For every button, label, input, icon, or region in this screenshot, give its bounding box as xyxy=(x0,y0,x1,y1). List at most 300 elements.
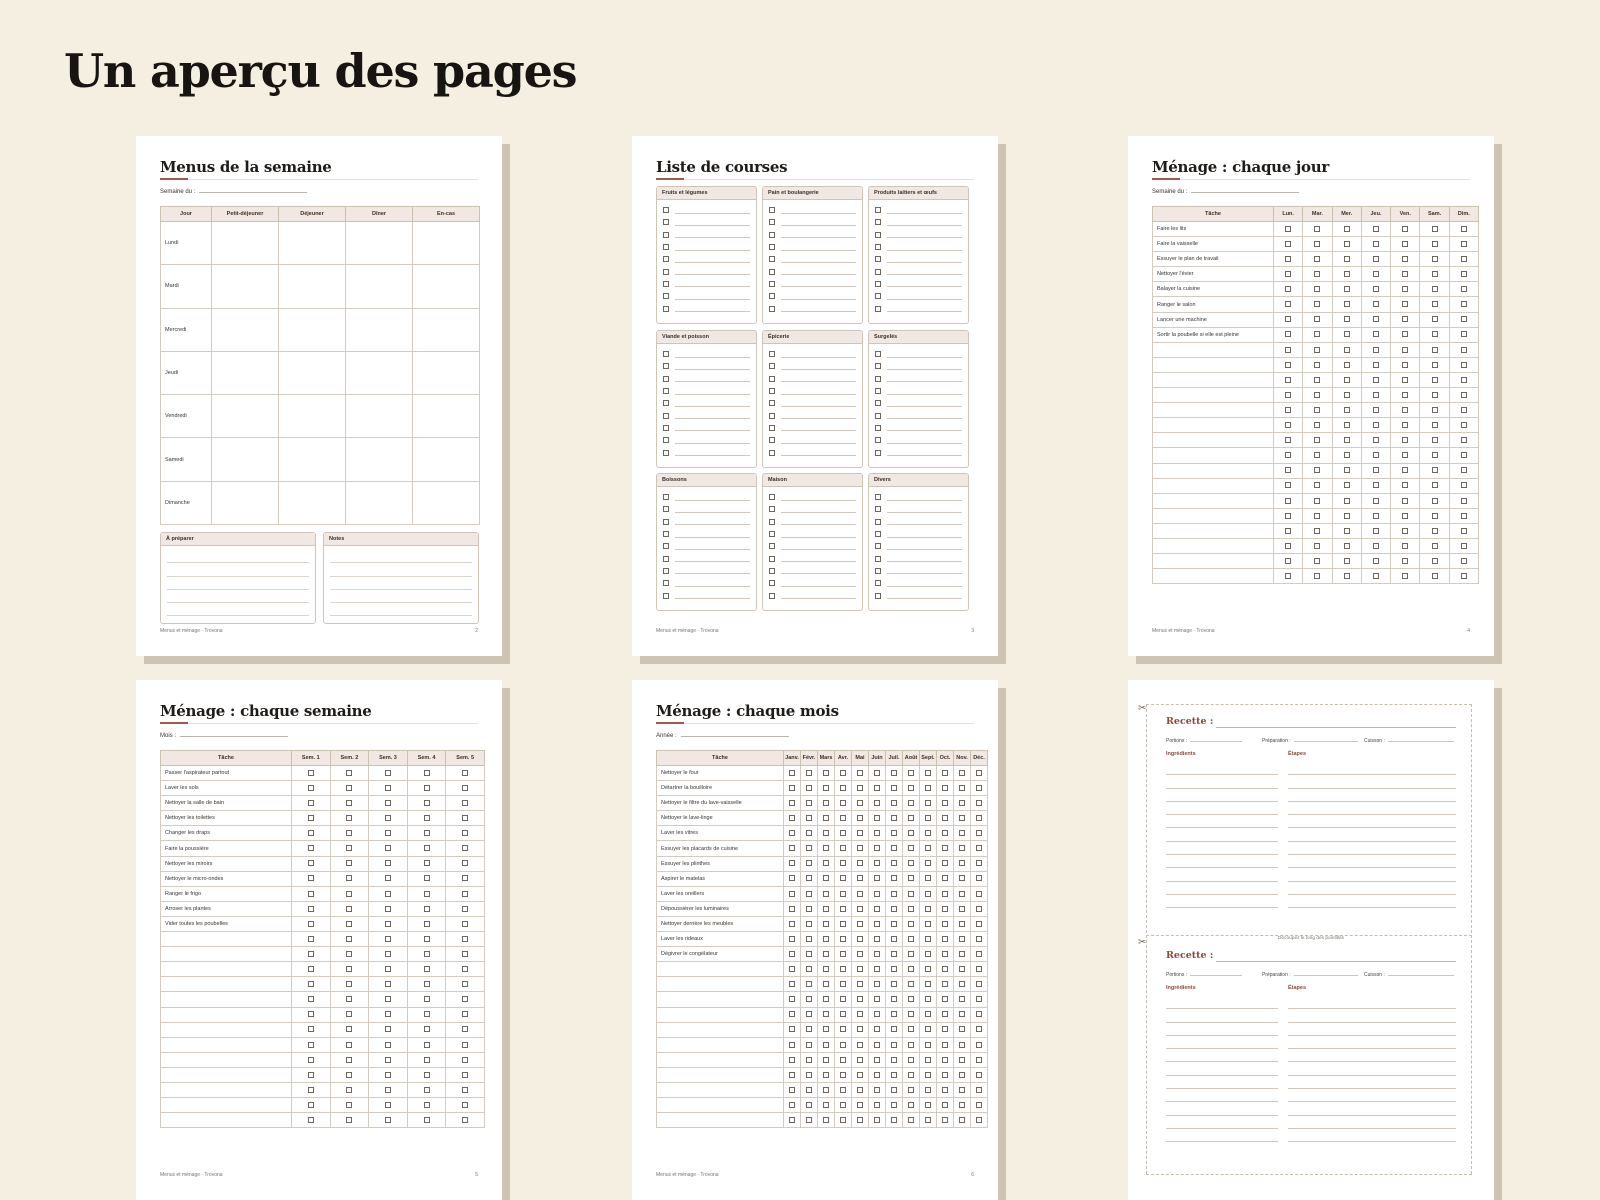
task-cell[interactable] xyxy=(657,1082,784,1097)
empty-checkbox-icon[interactable] xyxy=(663,425,669,431)
empty-checkbox-icon[interactable] xyxy=(942,1011,948,1017)
empty-checkbox-icon[interactable] xyxy=(823,921,829,927)
empty-checkbox-icon[interactable] xyxy=(806,981,812,987)
empty-checkbox-icon[interactable] xyxy=(385,860,391,866)
empty-checkbox-icon[interactable] xyxy=(789,1087,795,1093)
task-cell[interactable] xyxy=(657,1022,784,1037)
meal-cell[interactable] xyxy=(279,265,346,308)
item-line[interactable] xyxy=(781,437,856,444)
empty-checkbox-icon[interactable] xyxy=(942,1026,948,1032)
empty-checkbox-icon[interactable] xyxy=(857,921,863,927)
empty-checkbox-icon[interactable] xyxy=(823,770,829,776)
empty-checkbox-icon[interactable] xyxy=(875,413,881,419)
meal-cell[interactable] xyxy=(413,265,480,308)
empty-checkbox-icon[interactable] xyxy=(823,996,829,1002)
empty-checkbox-icon[interactable] xyxy=(840,936,846,942)
empty-checkbox-icon[interactable] xyxy=(1285,573,1291,579)
empty-checkbox-icon[interactable] xyxy=(346,1087,352,1093)
empty-checkbox-icon[interactable] xyxy=(1432,437,1438,443)
empty-checkbox-icon[interactable] xyxy=(346,936,352,942)
empty-checkbox-icon[interactable] xyxy=(346,996,352,1002)
item-line[interactable] xyxy=(675,506,750,513)
task-cell[interactable] xyxy=(161,992,292,1007)
item-line[interactable] xyxy=(781,518,856,525)
empty-checkbox-icon[interactable] xyxy=(908,951,914,957)
empty-checkbox-icon[interactable] xyxy=(959,770,965,776)
empty-checkbox-icon[interactable] xyxy=(663,256,669,262)
empty-checkbox-icon[interactable] xyxy=(823,860,829,866)
empty-checkbox-icon[interactable] xyxy=(875,437,881,443)
empty-checkbox-icon[interactable] xyxy=(789,770,795,776)
empty-checkbox-icon[interactable] xyxy=(925,936,931,942)
empty-checkbox-icon[interactable] xyxy=(976,1026,982,1032)
empty-checkbox-icon[interactable] xyxy=(874,1026,880,1032)
empty-checkbox-icon[interactable] xyxy=(663,281,669,287)
empty-checkbox-icon[interactable] xyxy=(925,1102,931,1108)
empty-checkbox-icon[interactable] xyxy=(1344,271,1350,277)
empty-checkbox-icon[interactable] xyxy=(385,770,391,776)
empty-checkbox-icon[interactable] xyxy=(1314,286,1320,292)
empty-checkbox-icon[interactable] xyxy=(385,951,391,957)
item-line[interactable] xyxy=(675,400,750,407)
empty-checkbox-icon[interactable] xyxy=(769,376,775,382)
empty-checkbox-icon[interactable] xyxy=(308,1087,314,1093)
empty-checkbox-icon[interactable] xyxy=(346,1042,352,1048)
empty-checkbox-icon[interactable] xyxy=(663,556,669,562)
empty-checkbox-icon[interactable] xyxy=(308,891,314,897)
empty-checkbox-icon[interactable] xyxy=(840,996,846,1002)
empty-checkbox-icon[interactable] xyxy=(1461,528,1467,534)
empty-checkbox-icon[interactable] xyxy=(769,269,775,275)
empty-checkbox-icon[interactable] xyxy=(663,293,669,299)
empty-checkbox-icon[interactable] xyxy=(1285,528,1291,534)
empty-checkbox-icon[interactable] xyxy=(769,413,775,419)
empty-checkbox-icon[interactable] xyxy=(857,830,863,836)
empty-checkbox-icon[interactable] xyxy=(1285,331,1291,337)
empty-checkbox-icon[interactable] xyxy=(1373,286,1379,292)
empty-checkbox-icon[interactable] xyxy=(308,996,314,1002)
empty-checkbox-icon[interactable] xyxy=(1344,573,1350,579)
empty-checkbox-icon[interactable] xyxy=(1344,226,1350,232)
empty-checkbox-icon[interactable] xyxy=(1344,422,1350,428)
empty-checkbox-icon[interactable] xyxy=(959,1087,965,1093)
task-cell[interactable] xyxy=(1153,538,1274,553)
task-cell[interactable]: Nettoyer l'évier xyxy=(1153,267,1274,282)
empty-checkbox-icon[interactable] xyxy=(385,845,391,851)
empty-checkbox-icon[interactable] xyxy=(925,906,931,912)
field-line[interactable] xyxy=(1294,741,1358,742)
empty-checkbox-icon[interactable] xyxy=(891,936,897,942)
empty-checkbox-icon[interactable] xyxy=(823,815,829,821)
empty-checkbox-icon[interactable] xyxy=(908,1042,914,1048)
empty-checkbox-icon[interactable] xyxy=(942,1117,948,1123)
empty-checkbox-icon[interactable] xyxy=(462,936,468,942)
empty-checkbox-icon[interactable] xyxy=(663,593,669,599)
item-line[interactable] xyxy=(675,293,750,300)
task-cell[interactable] xyxy=(1153,508,1274,523)
empty-checkbox-icon[interactable] xyxy=(875,281,881,287)
item-line[interactable] xyxy=(887,280,962,287)
empty-checkbox-icon[interactable] xyxy=(385,1087,391,1093)
empty-checkbox-icon[interactable] xyxy=(1461,286,1467,292)
empty-checkbox-icon[interactable] xyxy=(789,936,795,942)
empty-checkbox-icon[interactable] xyxy=(806,1117,812,1123)
item-line[interactable] xyxy=(887,531,962,538)
empty-checkbox-icon[interactable] xyxy=(789,1072,795,1078)
empty-checkbox-icon[interactable] xyxy=(806,1102,812,1108)
empty-checkbox-icon[interactable] xyxy=(308,845,314,851)
field-line[interactable] xyxy=(180,736,288,737)
empty-checkbox-icon[interactable] xyxy=(1285,241,1291,247)
item-line[interactable] xyxy=(887,363,962,370)
empty-checkbox-icon[interactable] xyxy=(874,1042,880,1048)
empty-checkbox-icon[interactable] xyxy=(1432,256,1438,262)
empty-checkbox-icon[interactable] xyxy=(925,1042,931,1048)
empty-checkbox-icon[interactable] xyxy=(840,800,846,806)
empty-checkbox-icon[interactable] xyxy=(1461,377,1467,383)
task-cell[interactable]: Arroser les plantes xyxy=(161,901,292,916)
task-cell[interactable] xyxy=(1153,463,1274,478)
empty-checkbox-icon[interactable] xyxy=(424,770,430,776)
empty-checkbox-icon[interactable] xyxy=(789,921,795,927)
empty-checkbox-icon[interactable] xyxy=(840,845,846,851)
task-cell[interactable] xyxy=(1153,433,1274,448)
empty-checkbox-icon[interactable] xyxy=(663,351,669,357)
task-cell[interactable] xyxy=(1153,569,1274,584)
item-line[interactable] xyxy=(887,244,962,251)
empty-checkbox-icon[interactable] xyxy=(942,996,948,1002)
item-line[interactable] xyxy=(781,305,856,312)
empty-checkbox-icon[interactable] xyxy=(1314,331,1320,337)
empty-checkbox-icon[interactable] xyxy=(874,1117,880,1123)
empty-checkbox-icon[interactable] xyxy=(874,1011,880,1017)
empty-checkbox-icon[interactable] xyxy=(1432,467,1438,473)
task-cell[interactable] xyxy=(657,1067,784,1082)
task-cell[interactable] xyxy=(161,947,292,962)
empty-checkbox-icon[interactable] xyxy=(925,1072,931,1078)
item-line[interactable] xyxy=(781,531,856,538)
empty-checkbox-icon[interactable] xyxy=(308,830,314,836)
empty-checkbox-icon[interactable] xyxy=(908,996,914,1002)
empty-checkbox-icon[interactable] xyxy=(959,1117,965,1123)
empty-checkbox-icon[interactable] xyxy=(1402,347,1408,353)
empty-checkbox-icon[interactable] xyxy=(1344,482,1350,488)
task-cell[interactable] xyxy=(1153,403,1274,418)
empty-checkbox-icon[interactable] xyxy=(857,1042,863,1048)
empty-checkbox-icon[interactable] xyxy=(1373,241,1379,247)
empty-checkbox-icon[interactable] xyxy=(1373,226,1379,232)
empty-checkbox-icon[interactable] xyxy=(769,351,775,357)
empty-checkbox-icon[interactable] xyxy=(959,1011,965,1017)
meal-cell[interactable] xyxy=(212,438,279,481)
empty-checkbox-icon[interactable] xyxy=(857,860,863,866)
item-line[interactable] xyxy=(675,412,750,419)
empty-checkbox-icon[interactable] xyxy=(908,785,914,791)
empty-checkbox-icon[interactable] xyxy=(1402,407,1408,413)
empty-checkbox-icon[interactable] xyxy=(875,494,881,500)
empty-checkbox-icon[interactable] xyxy=(959,1057,965,1063)
empty-checkbox-icon[interactable] xyxy=(1285,392,1291,398)
empty-checkbox-icon[interactable] xyxy=(1285,226,1291,232)
empty-checkbox-icon[interactable] xyxy=(769,531,775,537)
task-cell[interactable] xyxy=(161,1082,292,1097)
empty-checkbox-icon[interactable] xyxy=(823,936,829,942)
meal-cell[interactable] xyxy=(279,438,346,481)
empty-checkbox-icon[interactable] xyxy=(806,1087,812,1093)
task-cell[interactable] xyxy=(161,1022,292,1037)
empty-checkbox-icon[interactable] xyxy=(875,306,881,312)
empty-checkbox-icon[interactable] xyxy=(308,1057,314,1063)
empty-checkbox-icon[interactable] xyxy=(908,1102,914,1108)
empty-checkbox-icon[interactable] xyxy=(1432,528,1438,534)
empty-checkbox-icon[interactable] xyxy=(769,556,775,562)
empty-checkbox-icon[interactable] xyxy=(769,494,775,500)
item-line[interactable] xyxy=(887,437,962,444)
empty-checkbox-icon[interactable] xyxy=(462,1057,468,1063)
empty-checkbox-icon[interactable] xyxy=(925,951,931,957)
empty-checkbox-icon[interactable] xyxy=(789,1102,795,1108)
empty-checkbox-icon[interactable] xyxy=(424,1102,430,1108)
meal-cell[interactable] xyxy=(212,265,279,308)
empty-checkbox-icon[interactable] xyxy=(1344,331,1350,337)
empty-checkbox-icon[interactable] xyxy=(385,906,391,912)
empty-checkbox-icon[interactable] xyxy=(959,875,965,881)
empty-checkbox-icon[interactable] xyxy=(976,815,982,821)
item-line[interactable] xyxy=(887,207,962,214)
empty-checkbox-icon[interactable] xyxy=(942,1087,948,1093)
empty-checkbox-icon[interactable] xyxy=(1373,301,1379,307)
empty-checkbox-icon[interactable] xyxy=(663,531,669,537)
empty-checkbox-icon[interactable] xyxy=(769,306,775,312)
empty-checkbox-icon[interactable] xyxy=(1461,498,1467,504)
task-cell[interactable]: Laver les oreillers xyxy=(657,886,784,901)
item-line[interactable] xyxy=(887,592,962,599)
empty-checkbox-icon[interactable] xyxy=(1373,331,1379,337)
empty-checkbox-icon[interactable] xyxy=(462,1042,468,1048)
empty-checkbox-icon[interactable] xyxy=(1432,316,1438,322)
empty-checkbox-icon[interactable] xyxy=(1373,528,1379,534)
empty-checkbox-icon[interactable] xyxy=(959,906,965,912)
empty-checkbox-icon[interactable] xyxy=(1285,377,1291,383)
item-line[interactable] xyxy=(675,555,750,562)
empty-checkbox-icon[interactable] xyxy=(959,951,965,957)
item-line[interactable] xyxy=(887,293,962,300)
empty-checkbox-icon[interactable] xyxy=(1402,467,1408,473)
empty-checkbox-icon[interactable] xyxy=(1285,543,1291,549)
field-line[interactable] xyxy=(1190,975,1242,976)
empty-checkbox-icon[interactable] xyxy=(806,936,812,942)
empty-checkbox-icon[interactable] xyxy=(908,770,914,776)
empty-checkbox-icon[interactable] xyxy=(789,1026,795,1032)
empty-checkbox-icon[interactable] xyxy=(1461,301,1467,307)
empty-checkbox-icon[interactable] xyxy=(908,906,914,912)
empty-checkbox-icon[interactable] xyxy=(908,891,914,897)
item-line[interactable] xyxy=(887,412,962,419)
empty-checkbox-icon[interactable] xyxy=(857,936,863,942)
empty-checkbox-icon[interactable] xyxy=(1373,543,1379,549)
empty-checkbox-icon[interactable] xyxy=(806,830,812,836)
empty-checkbox-icon[interactable] xyxy=(875,425,881,431)
empty-checkbox-icon[interactable] xyxy=(857,1117,863,1123)
empty-checkbox-icon[interactable] xyxy=(874,1102,880,1108)
empty-checkbox-icon[interactable] xyxy=(942,921,948,927)
empty-checkbox-icon[interactable] xyxy=(1285,498,1291,504)
empty-checkbox-icon[interactable] xyxy=(1344,241,1350,247)
item-line[interactable] xyxy=(887,400,962,407)
empty-checkbox-icon[interactable] xyxy=(462,891,468,897)
item-line[interactable] xyxy=(781,207,856,214)
empty-checkbox-icon[interactable] xyxy=(789,1042,795,1048)
empty-checkbox-icon[interactable] xyxy=(308,966,314,972)
empty-checkbox-icon[interactable] xyxy=(942,815,948,821)
item-line[interactable] xyxy=(675,424,750,431)
empty-checkbox-icon[interactable] xyxy=(308,860,314,866)
empty-checkbox-icon[interactable] xyxy=(789,951,795,957)
empty-checkbox-icon[interactable] xyxy=(346,1026,352,1032)
task-cell[interactable]: Faire la poussière xyxy=(161,841,292,856)
empty-checkbox-icon[interactable] xyxy=(385,1057,391,1063)
empty-checkbox-icon[interactable] xyxy=(823,1072,829,1078)
empty-checkbox-icon[interactable] xyxy=(823,1057,829,1063)
empty-checkbox-icon[interactable] xyxy=(908,815,914,821)
task-cell[interactable]: Essuyer les placards de cuisine xyxy=(657,841,784,856)
empty-checkbox-icon[interactable] xyxy=(976,906,982,912)
empty-checkbox-icon[interactable] xyxy=(891,1117,897,1123)
empty-checkbox-icon[interactable] xyxy=(1314,377,1320,383)
empty-checkbox-icon[interactable] xyxy=(1432,452,1438,458)
empty-checkbox-icon[interactable] xyxy=(769,506,775,512)
empty-checkbox-icon[interactable] xyxy=(1461,256,1467,262)
empty-checkbox-icon[interactable] xyxy=(942,951,948,957)
meal-cell[interactable] xyxy=(413,308,480,351)
task-cell[interactable] xyxy=(161,1052,292,1067)
empty-checkbox-icon[interactable] xyxy=(789,860,795,866)
empty-checkbox-icon[interactable] xyxy=(891,966,897,972)
empty-checkbox-icon[interactable] xyxy=(462,1011,468,1017)
empty-checkbox-icon[interactable] xyxy=(663,306,669,312)
empty-checkbox-icon[interactable] xyxy=(976,770,982,776)
empty-checkbox-icon[interactable] xyxy=(857,996,863,1002)
task-cell[interactable] xyxy=(1153,493,1274,508)
empty-checkbox-icon[interactable] xyxy=(663,219,669,225)
task-cell[interactable]: Nettoyer les toilettes xyxy=(161,811,292,826)
empty-checkbox-icon[interactable] xyxy=(1285,513,1291,519)
item-line[interactable] xyxy=(887,268,962,275)
empty-checkbox-icon[interactable] xyxy=(1373,392,1379,398)
empty-checkbox-icon[interactable] xyxy=(806,906,812,912)
empty-checkbox-icon[interactable] xyxy=(976,845,982,851)
empty-checkbox-icon[interactable] xyxy=(976,996,982,1002)
empty-checkbox-icon[interactable] xyxy=(806,785,812,791)
empty-checkbox-icon[interactable] xyxy=(769,232,775,238)
empty-checkbox-icon[interactable] xyxy=(1344,301,1350,307)
empty-checkbox-icon[interactable] xyxy=(769,519,775,525)
item-line[interactable] xyxy=(781,543,856,550)
item-line[interactable] xyxy=(781,506,856,513)
field-line[interactable] xyxy=(1294,975,1358,976)
item-line[interactable] xyxy=(675,449,750,456)
empty-checkbox-icon[interactable] xyxy=(1402,452,1408,458)
empty-checkbox-icon[interactable] xyxy=(959,830,965,836)
empty-checkbox-icon[interactable] xyxy=(424,921,430,927)
empty-checkbox-icon[interactable] xyxy=(424,936,430,942)
empty-checkbox-icon[interactable] xyxy=(663,269,669,275)
empty-checkbox-icon[interactable] xyxy=(1373,377,1379,383)
empty-checkbox-icon[interactable] xyxy=(857,800,863,806)
meal-cell[interactable] xyxy=(346,438,413,481)
empty-checkbox-icon[interactable] xyxy=(1402,482,1408,488)
empty-checkbox-icon[interactable] xyxy=(806,815,812,821)
empty-checkbox-icon[interactable] xyxy=(840,966,846,972)
task-cell[interactable] xyxy=(1153,342,1274,357)
empty-checkbox-icon[interactable] xyxy=(663,244,669,250)
empty-checkbox-icon[interactable] xyxy=(1461,347,1467,353)
empty-checkbox-icon[interactable] xyxy=(424,1087,430,1093)
empty-checkbox-icon[interactable] xyxy=(840,1117,846,1123)
item-line[interactable] xyxy=(781,449,856,456)
task-cell[interactable] xyxy=(161,962,292,977)
empty-checkbox-icon[interactable] xyxy=(385,875,391,881)
empty-checkbox-icon[interactable] xyxy=(959,785,965,791)
empty-checkbox-icon[interactable] xyxy=(1344,316,1350,322)
meal-cell[interactable] xyxy=(212,222,279,265)
empty-checkbox-icon[interactable] xyxy=(1402,331,1408,337)
empty-checkbox-icon[interactable] xyxy=(1461,331,1467,337)
empty-checkbox-icon[interactable] xyxy=(346,1102,352,1108)
empty-checkbox-icon[interactable] xyxy=(663,519,669,525)
empty-checkbox-icon[interactable] xyxy=(308,1072,314,1078)
empty-checkbox-icon[interactable] xyxy=(1432,271,1438,277)
empty-checkbox-icon[interactable] xyxy=(959,1026,965,1032)
empty-checkbox-icon[interactable] xyxy=(1461,482,1467,488)
task-cell[interactable] xyxy=(657,992,784,1007)
field-line[interactable] xyxy=(1388,975,1454,976)
field-line[interactable] xyxy=(1191,192,1299,193)
empty-checkbox-icon[interactable] xyxy=(840,770,846,776)
empty-checkbox-icon[interactable] xyxy=(875,450,881,456)
empty-checkbox-icon[interactable] xyxy=(1402,573,1408,579)
empty-checkbox-icon[interactable] xyxy=(1373,271,1379,277)
empty-checkbox-icon[interactable] xyxy=(942,1072,948,1078)
empty-checkbox-icon[interactable] xyxy=(385,785,391,791)
task-cell[interactable]: Balayer la cuisine xyxy=(1153,282,1274,297)
item-line[interactable] xyxy=(675,305,750,312)
empty-checkbox-icon[interactable] xyxy=(959,891,965,897)
empty-checkbox-icon[interactable] xyxy=(891,1087,897,1093)
empty-checkbox-icon[interactable] xyxy=(1432,482,1438,488)
empty-checkbox-icon[interactable] xyxy=(891,996,897,1002)
empty-checkbox-icon[interactable] xyxy=(1344,543,1350,549)
task-cell[interactable] xyxy=(1153,554,1274,569)
empty-checkbox-icon[interactable] xyxy=(769,568,775,574)
empty-checkbox-icon[interactable] xyxy=(891,815,897,821)
empty-checkbox-icon[interactable] xyxy=(908,921,914,927)
item-line[interactable] xyxy=(675,280,750,287)
empty-checkbox-icon[interactable] xyxy=(857,906,863,912)
empty-checkbox-icon[interactable] xyxy=(959,996,965,1002)
empty-checkbox-icon[interactable] xyxy=(1402,558,1408,564)
empty-checkbox-icon[interactable] xyxy=(1402,316,1408,322)
empty-checkbox-icon[interactable] xyxy=(1432,241,1438,247)
empty-checkbox-icon[interactable] xyxy=(462,906,468,912)
empty-checkbox-icon[interactable] xyxy=(875,531,881,537)
empty-checkbox-icon[interactable] xyxy=(1344,528,1350,534)
item-line[interactable] xyxy=(887,351,962,358)
empty-checkbox-icon[interactable] xyxy=(385,830,391,836)
empty-checkbox-icon[interactable] xyxy=(874,1072,880,1078)
meal-cell[interactable] xyxy=(279,308,346,351)
empty-checkbox-icon[interactable] xyxy=(1402,437,1408,443)
